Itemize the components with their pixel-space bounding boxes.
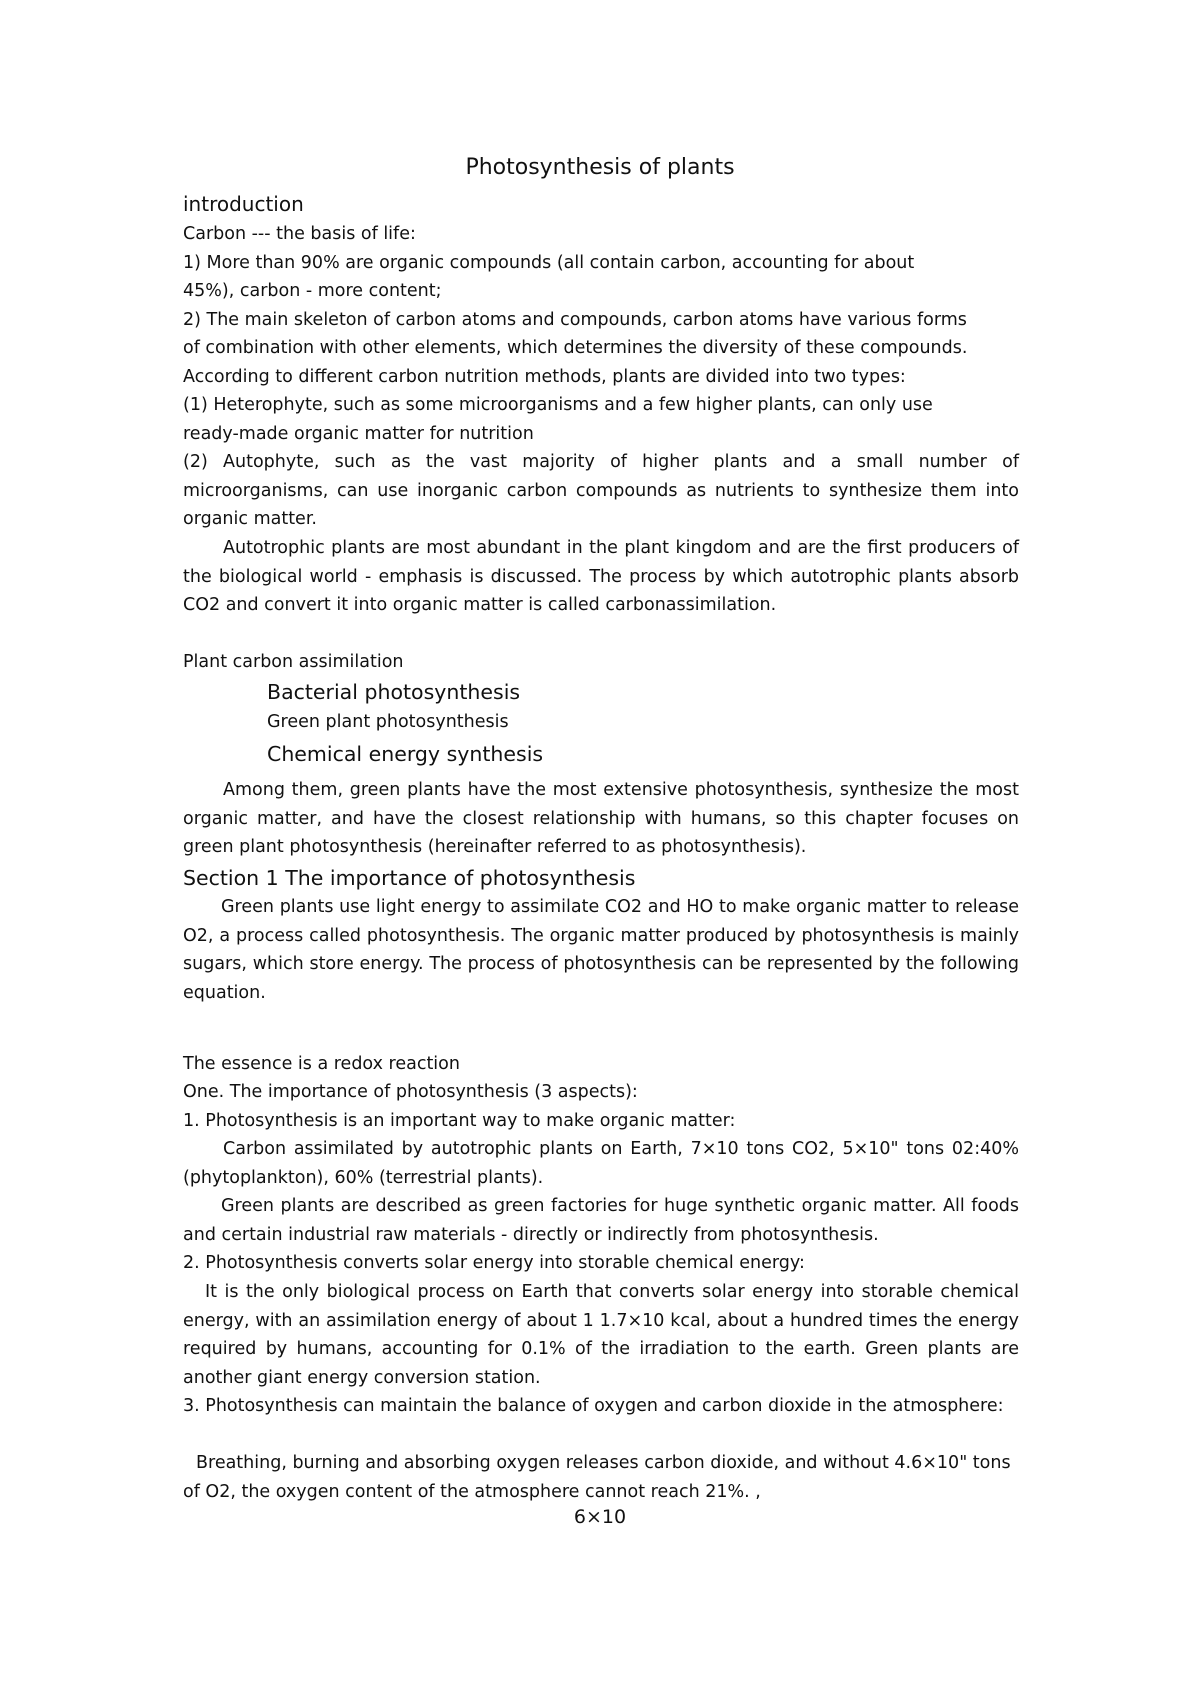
importance-heading: One. The importance of photosynthesis (3 aspects): [183, 1082, 638, 1102]
document-title: Photosynthesis of plants [465, 155, 735, 180]
nutrition-types-line: According to different carbon nutrition methods, plants are divided into two types: [183, 366, 906, 387]
point-2-paragraph: It is the only biological process on Earth that converts solar energy into storable chemical energy, with an assimilation energy of about 1 1.7×10 kcal, about a hundred times the energy required by humans, accounting for 0.1% of the irradiation to the earth. Green plants are another giant energy conversion station. [183, 1282, 1019, 1388]
essence-line: The essence is a redox reaction [183, 1054, 460, 1074]
point-3-paragraph: Breathing, burning and absorbing oxygen releases carbon dioxide, and without 4.6×10" tons of O2, the oxygen content of the atmosphere cannot reach 21%. , [183, 1453, 1011, 1502]
point-1-paragraph-2: Green plants are described as green factories for huge synthetic organic matter. All foods and certain industrial raw materials - directly or indirectly from photosynthesis. [183, 1196, 1019, 1245]
point-2-heading: 2. Photosynthesis converts solar energy into storable chemical energy: [183, 1253, 805, 1273]
assimilation-type-green-plant: Green plant photosynthesis [267, 712, 509, 732]
point-1-line-text: 1) More than 90% are organic compounds (all contain carbon, accounting for about [183, 252, 915, 273]
point-1-paragraph: Carbon assimilated by autotrophic plants on Earth, 7×10 tons CO2, 5×10" tons 02:40% (phytoplankton), 60% (terrestrial plants). [183, 1139, 1019, 1188]
point-3-heading: 3. Photosynthesis can maintain the balance of oxygen and carbon dioxide in the atmosphere: [183, 1396, 1004, 1416]
point-2-line-cont: of combination with other elements, which determines the diversity of these compounds. [183, 338, 968, 358]
intro-block [183, 220, 1019, 448]
point-2-line: 2) The main skeleton of carbon atoms and compounds, carbon atoms have various forms [183, 309, 967, 330]
point-1-heading: 1. Photosynthesis is an important way to make organic matter: [183, 1111, 736, 1131]
autotrophic-paragraph: Autotrophic plants are most abundant in the plant kingdom and are the first producers of the biological world - emphasis is discussed. The process by which autotrophic plants absorb CO2 and convert it into organic matter is called carbonassimilation. [183, 538, 1019, 615]
footer-formula: 6×10 [573, 1506, 627, 1528]
assimilation-type-chemical: Chemical energy synthesis [267, 742, 544, 766]
intro-heading: introduction [183, 192, 304, 216]
point-1-line [183, 249, 1019, 278]
heterophyte-line-cont: ready-made organic matter for nutrition [183, 423, 534, 444]
carbon-basis-line: Carbon --- the basis of life: [183, 224, 416, 244]
assimilation-type-bacterial: Bacterial photosynthesis [267, 680, 521, 704]
section-1-heading: Section 1 The importance of photosynthesis [183, 866, 636, 890]
among-paragraph: Among them, green plants have the most extensive photosynthesis, synthesize the most organic matter, and have the closest relationship with humans, so this chapter focuses on green plant photosynthesis (hereinafter referred to as photosynthesis). [183, 780, 1019, 857]
autophyte-paragraph: (2) Autophyte, such as the vast majority of higher plants and a small number of microorganisms, can use inorganic carbon compounds as nutrients to synthesize them into organic matter. [183, 452, 1019, 529]
plant-carbon-label: Plant carbon assimilation [183, 652, 404, 672]
point-1-line-cont: 45%), carbon - more content; [183, 281, 442, 301]
heterophyte-line: (1) Heterophyte, such as some microorganisms and a few higher plants, can only use [183, 395, 933, 415]
section-1-paragraph: Green plants use light energy to assimilate CO2 and HO to make organic matter to release O2, a process called photosynthesis. The organic matter produced by photosynthesis is mainly sugars, which store energy. The process of photosynthesis can be represented by the following equation. [183, 897, 1019, 1003]
